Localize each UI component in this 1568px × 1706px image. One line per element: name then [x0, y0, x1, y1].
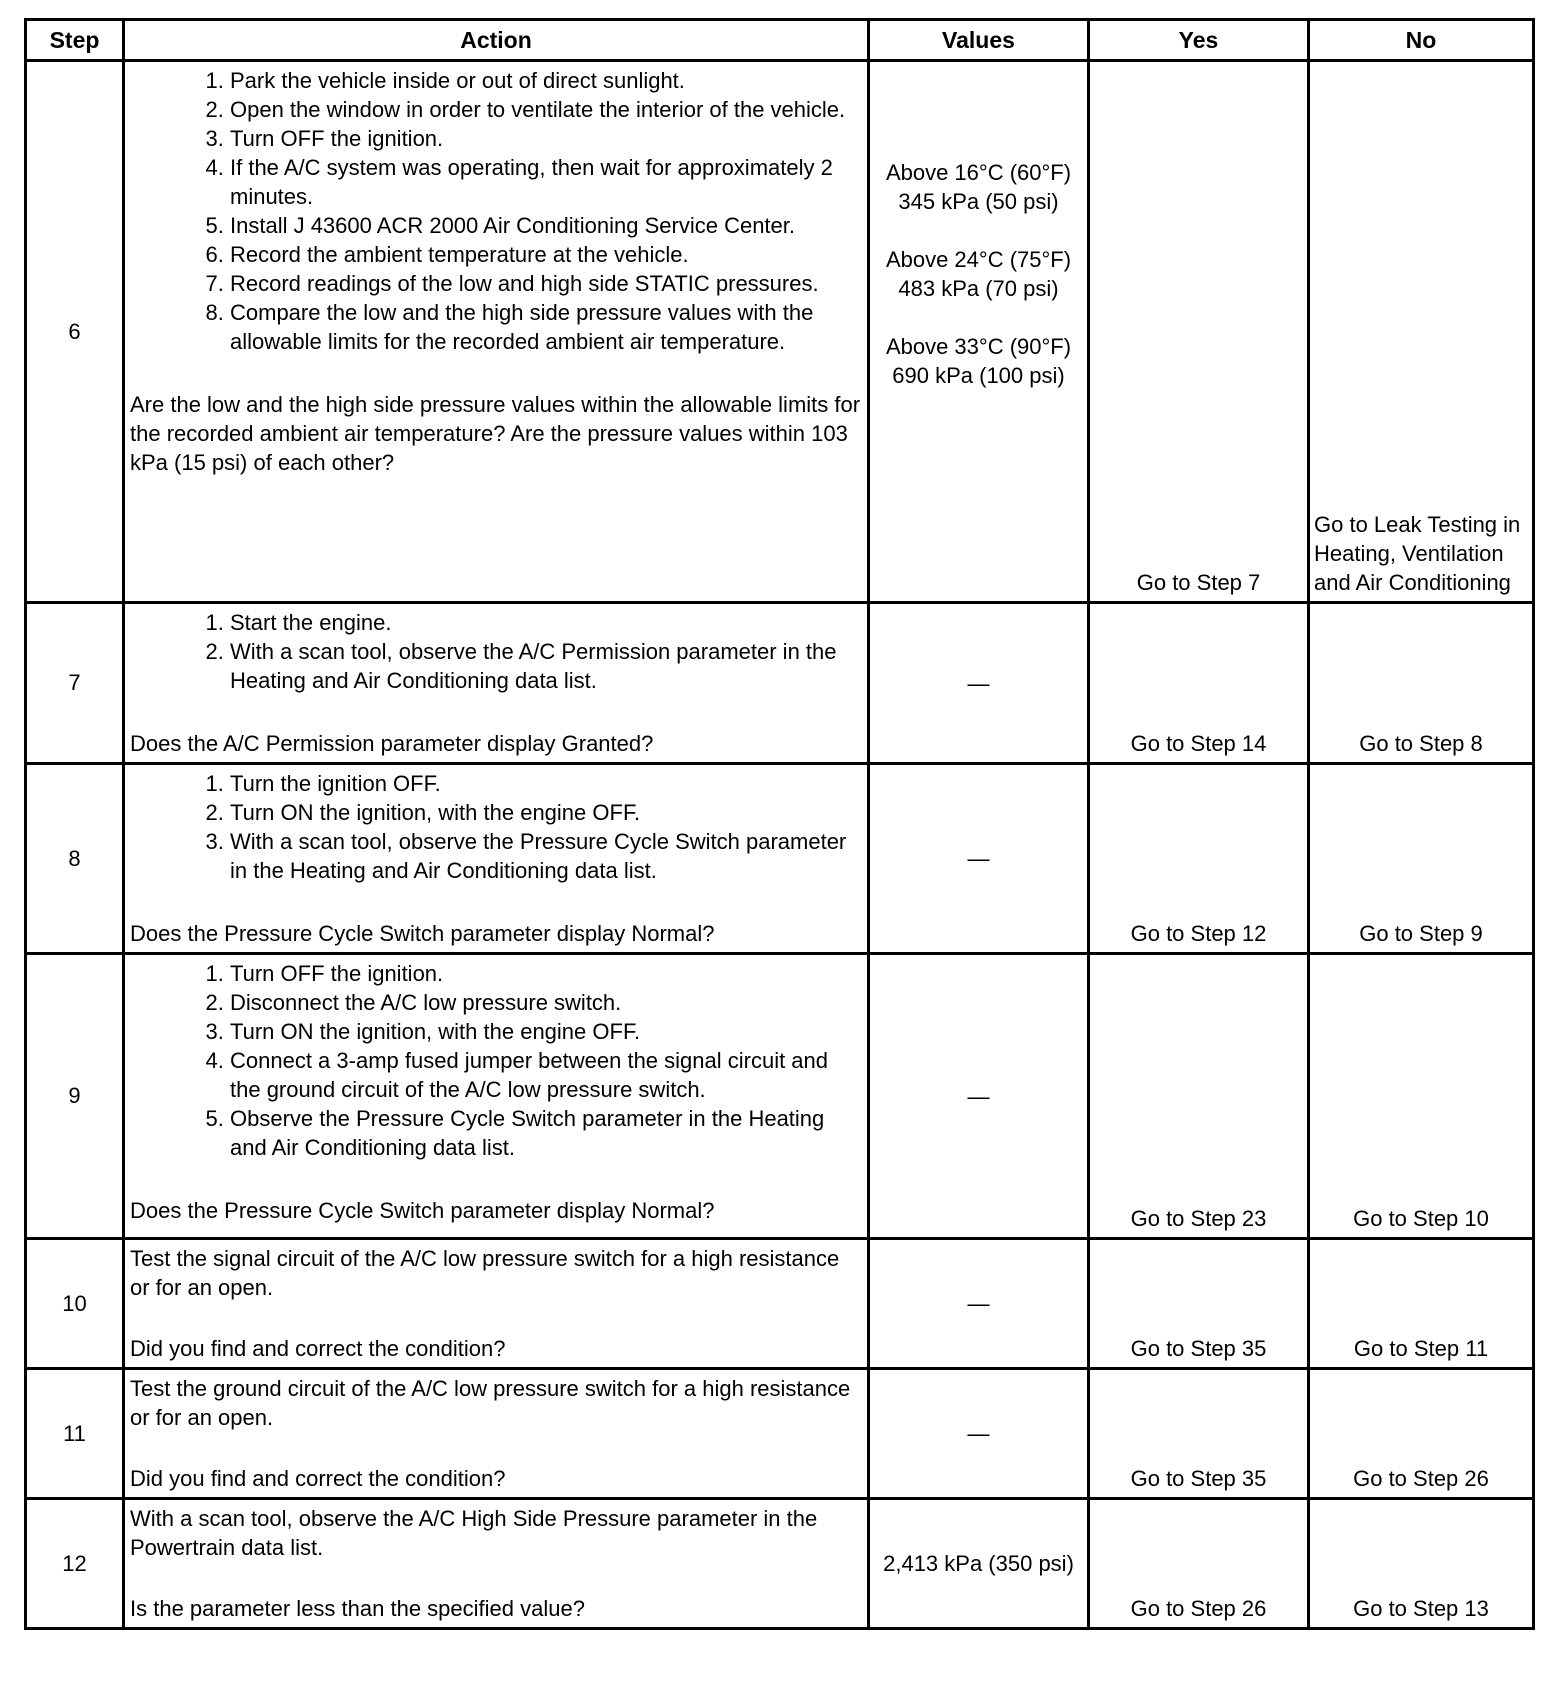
action-step: 2. Open the window in order to ventilate the interior of the vehicle.: [230, 95, 861, 124]
action-cell: [124, 1499, 869, 1629]
step-number: 12: [26, 1499, 124, 1629]
action-step: 2. Disconnect the A/C low pressure switch.: [230, 988, 861, 1017]
action-step: 3. With a scan tool, observe the Pressure Cycle Switch parameter in the Heating and Air Conditioning data list.: [230, 827, 861, 885]
action-step: 1. Turn OFF the ignition.: [230, 959, 861, 988]
values-cell: [869, 603, 1089, 764]
action-step: 4. If the A/C system was operating, then wait for approximately 2 minutes.: [230, 153, 861, 211]
value-spec: —: [967, 1421, 990, 1446]
diagnostic-table: [24, 18, 1535, 1630]
no-cell[interactable]: Go to Step 11: [1309, 1239, 1534, 1369]
value-spec: Above 33°C (90°F) 690 kPa (100 psi): [885, 334, 1072, 388]
action-question: Does the Pressure Cycle Switch parameter display Normal?: [130, 1198, 715, 1223]
value-spec: Above 24°C (75°F) 483 kPa (70 psi): [885, 247, 1072, 301]
action-cell: [124, 603, 869, 764]
no-cell[interactable]: Go to Step 13: [1309, 1499, 1534, 1629]
table-row-step-12: [26, 1499, 1534, 1629]
header-row: [26, 20, 1534, 61]
action-step: 4. Connect a 3-amp fused jumper between the signal circuit and the ground circuit of the A/C low pressure switch.: [230, 1046, 861, 1104]
no-cell[interactable]: Go to Step 8: [1309, 603, 1534, 764]
action-question: Is the parameter less than the specified value?: [130, 1596, 585, 1621]
table-row-step-10: [26, 1239, 1534, 1369]
header-yes: Yes: [1089, 20, 1309, 61]
action-cell: [124, 764, 869, 954]
action-step: 1. Turn the ignition OFF.: [230, 769, 861, 798]
table-row-step-8: [26, 764, 1534, 954]
action-question: Does the A/C Permission parameter display Granted?: [130, 731, 654, 756]
no-cell[interactable]: Go to Step 10: [1309, 954, 1534, 1239]
action-step: 3. Turn OFF the ignition.: [230, 124, 861, 153]
action-cell: [124, 1239, 869, 1369]
value-spec: —: [967, 846, 990, 871]
action-step: 2. With a scan tool, observe the A/C Permission parameter in the Heating and Air Conditioning data list.: [230, 637, 861, 695]
yes-cell[interactable]: Go to Step 7: [1089, 61, 1309, 603]
action-question: Are the low and the high side pressure values within the allowable limits for the recorded ambient air temperature? Are the pressure values within 103 kPa (15 psi) of each other?: [130, 392, 861, 475]
value-spec: —: [967, 1291, 990, 1316]
table-row-step-9: [26, 954, 1534, 1239]
action-step: 2. Turn ON the ignition, with the engine OFF.: [230, 798, 861, 827]
yes-cell[interactable]: Go to Step 14: [1089, 603, 1309, 764]
action-text: Test the ground circuit of the A/C low pressure switch for a high resistance or for an open.: [130, 1376, 851, 1430]
value-spec: Above 16°C (60°F) 345 kPa (50 psi): [885, 160, 1072, 214]
yes-cell[interactable]: Go to Step 23: [1089, 954, 1309, 1239]
action-question: Did you find and correct the condition?: [130, 1336, 506, 1361]
value-spec: —: [967, 670, 990, 696]
action-text: Test the signal circuit of the A/C low pressure switch for a high resistance or for an open.: [130, 1246, 840, 1300]
yes-cell[interactable]: Go to Step 35: [1089, 1239, 1309, 1369]
yes-cell[interactable]: Go to Step 35: [1089, 1369, 1309, 1499]
action-step: 8. Compare the low and the high side pressure values with the allowable limits for the recorded ambient air temperature.: [230, 298, 861, 356]
step-number: 11: [26, 1369, 124, 1499]
no-cell[interactable]: Go to Step 26: [1309, 1369, 1534, 1499]
values-cell: [869, 1239, 1089, 1369]
action-step: 1. Park the vehicle inside or out of direct sunlight.: [230, 66, 861, 95]
yes-cell[interactable]: Go to Step 12: [1089, 764, 1309, 954]
no-cell[interactable]: Go to Step 9: [1309, 764, 1534, 954]
action-steps-list: [130, 769, 861, 885]
table-row-step-6: [26, 61, 1534, 603]
action-question: Does the Pressure Cycle Switch parameter display Normal?: [130, 921, 715, 946]
no-cell[interactable]: Go to Leak Testing in Heating, Ventilation and Air Conditioning: [1309, 61, 1534, 603]
values-cell: [869, 1499, 1089, 1629]
action-step: 3. Turn ON the ignition, with the engine OFF.: [230, 1017, 861, 1046]
values-cell: [869, 764, 1089, 954]
action-cell: [124, 61, 869, 603]
table-row-step-7: [26, 603, 1534, 764]
action-question: Did you find and correct the condition?: [130, 1466, 506, 1491]
step-number: 8: [26, 764, 124, 954]
values-cell: [869, 1369, 1089, 1499]
action-steps-list: [130, 959, 861, 1162]
action-text: With a scan tool, observe the A/C High Side Pressure parameter in the Powertrain data list.: [130, 1506, 818, 1560]
value-spec: —: [967, 1083, 990, 1109]
step-number: 6: [26, 61, 124, 603]
action-steps-list: [130, 608, 861, 695]
action-step: 5. Install J 43600 ACR 2000 Air Conditioning Service Center.: [230, 211, 861, 240]
action-step: 1. Start the engine.: [230, 608, 861, 637]
values-cell: [869, 954, 1089, 1239]
action-cell: [124, 954, 869, 1239]
action-steps-list: [130, 66, 861, 356]
header-no: No: [1309, 20, 1534, 61]
values-cell: [869, 61, 1089, 603]
value-spec: 2,413 kPa (350 psi): [883, 1551, 1074, 1576]
step-number: 10: [26, 1239, 124, 1369]
yes-cell[interactable]: Go to Step 26: [1089, 1499, 1309, 1629]
action-cell: [124, 1369, 869, 1499]
header-action: Action: [124, 20, 869, 61]
action-step: 5. Observe the Pressure Cycle Switch parameter in the Heating and Air Conditioning data list.: [230, 1104, 861, 1162]
action-step: 6. Record the ambient temperature at the vehicle.: [230, 240, 861, 269]
step-number: 9: [26, 954, 124, 1239]
header-step: Step: [26, 20, 124, 61]
table-row-step-11: [26, 1369, 1534, 1499]
action-step: 7. Record readings of the low and high side STATIC pressures.: [230, 269, 861, 298]
header-values: Values: [869, 20, 1089, 61]
step-number: 7: [26, 603, 124, 764]
